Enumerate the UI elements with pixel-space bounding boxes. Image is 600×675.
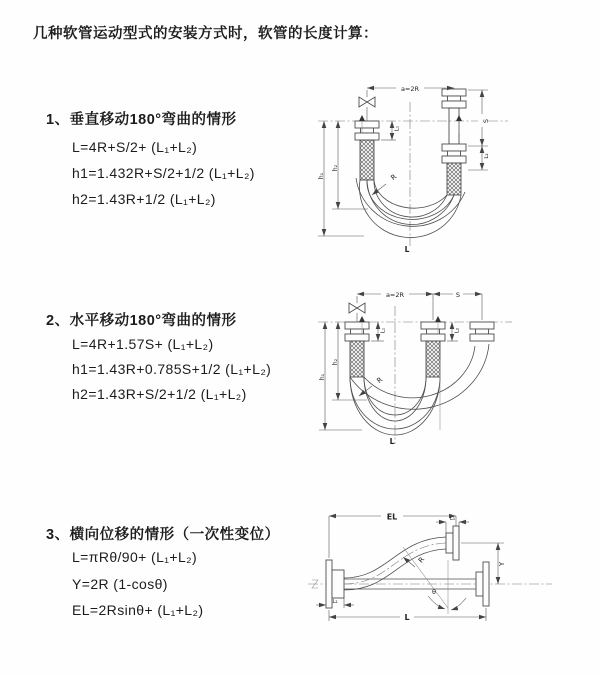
right-flange-upper [442, 89, 466, 144]
section1-formula-length: L=4R+S/2+ (L₁+L₂) [72, 139, 198, 155]
section1-formula-h1: h1=1.432R+S/2+1/2 (L₁+L₂) [72, 165, 255, 181]
page-title: 几种软管运动型式的安装方式时，软管的长度计算： [33, 26, 378, 42]
dim-label-el: EL [386, 512, 398, 522]
right-flange [476, 562, 489, 606]
section2-formula-h2: h2=1.43R+S/2+1/2 (L₁+L₂) [72, 386, 247, 402]
right-flange [470, 322, 494, 341]
braided-hose [350, 341, 364, 377]
radius-label: R [375, 375, 385, 386]
dimension-el [329, 511, 456, 558]
dimension-l2 [447, 322, 461, 341]
length-label: L [404, 245, 410, 254]
dimension-l [329, 608, 486, 622]
section3-heading: 3、横向位移的情形（一次性变位） [46, 527, 280, 543]
radius-label: R [416, 555, 427, 565]
left-flange [345, 322, 369, 377]
braided-hose [447, 163, 461, 195]
section2-formula-length: L=4R+1.57S+ (L₁+L₂) [72, 336, 214, 352]
top-right-flange [446, 526, 459, 560]
section1-formula-h2: h2=1.43R+1/2 (L₁+L₂) [72, 191, 216, 207]
dim-label-y: Y [498, 561, 506, 567]
theta-label: θ [432, 588, 436, 596]
dimension-l1 [371, 322, 387, 341]
dim-label-s: S [455, 290, 461, 299]
section2-heading: 2、水平移动180°弯曲的情形 [46, 313, 237, 329]
section3-formula-el: EL=2Rsinθ+ (L₁+L₂) [72, 602, 204, 618]
dim-label-h2: h₂ [332, 164, 339, 172]
section3-formula-y: Y=2R (1-cosθ) [72, 576, 168, 592]
radius-leader [372, 173, 398, 195]
diagram-vertical-180-bend [312, 76, 530, 254]
dim-label-l2: L₂ [484, 153, 490, 159]
middle-flange [421, 322, 445, 377]
dimension-s [468, 90, 490, 146]
hose-displaced-position [344, 537, 446, 590]
hose-u-bend [350, 344, 489, 435]
dim-label-a2r: a=2R [385, 290, 405, 299]
radius-label: R [389, 172, 399, 183]
dim-label-l: L [404, 613, 410, 622]
braided-hose [360, 140, 374, 180]
dimension-a2r [367, 84, 454, 93]
dim-label-h2: h₂ [332, 358, 339, 366]
dim-label-h1: h₁ [319, 373, 326, 381]
dimension-s [433, 290, 482, 320]
length-label: L [389, 437, 395, 446]
dimension-l1 [436, 516, 469, 533]
section1-heading: 1、垂直移动180°弯曲的情形 [46, 112, 237, 128]
dim-label-h1: h₁ [318, 172, 325, 180]
diagram-horizontal-180-bend [312, 282, 530, 454]
section2-formula-h1: h1=1.43R+0.785S+1/2 (L₁+L₂) [72, 361, 272, 377]
dim-label-l1: L₁ [394, 125, 401, 132]
dim-label-l1: L₁ [449, 516, 456, 522]
right-flange-lower [442, 144, 466, 195]
left-flange [355, 121, 379, 180]
dim-label-a2r: a=2R [400, 84, 420, 93]
radius-leader [359, 376, 384, 396]
dimension-l2 [316, 598, 354, 608]
dim-label-l1: L₁ [380, 327, 387, 334]
braided-hose [426, 341, 440, 377]
diagram-lateral-displacement [300, 502, 564, 642]
dimension-l1 [381, 121, 401, 140]
dimension-l2 [468, 146, 490, 170]
section3-formula-length: L=πRθ/90+ (L₁+L₂) [72, 549, 198, 565]
dim-label-l2: L₂ [454, 327, 461, 334]
dim-label-l2: L₂ [332, 599, 338, 605]
dim-label-s: S [482, 118, 490, 124]
